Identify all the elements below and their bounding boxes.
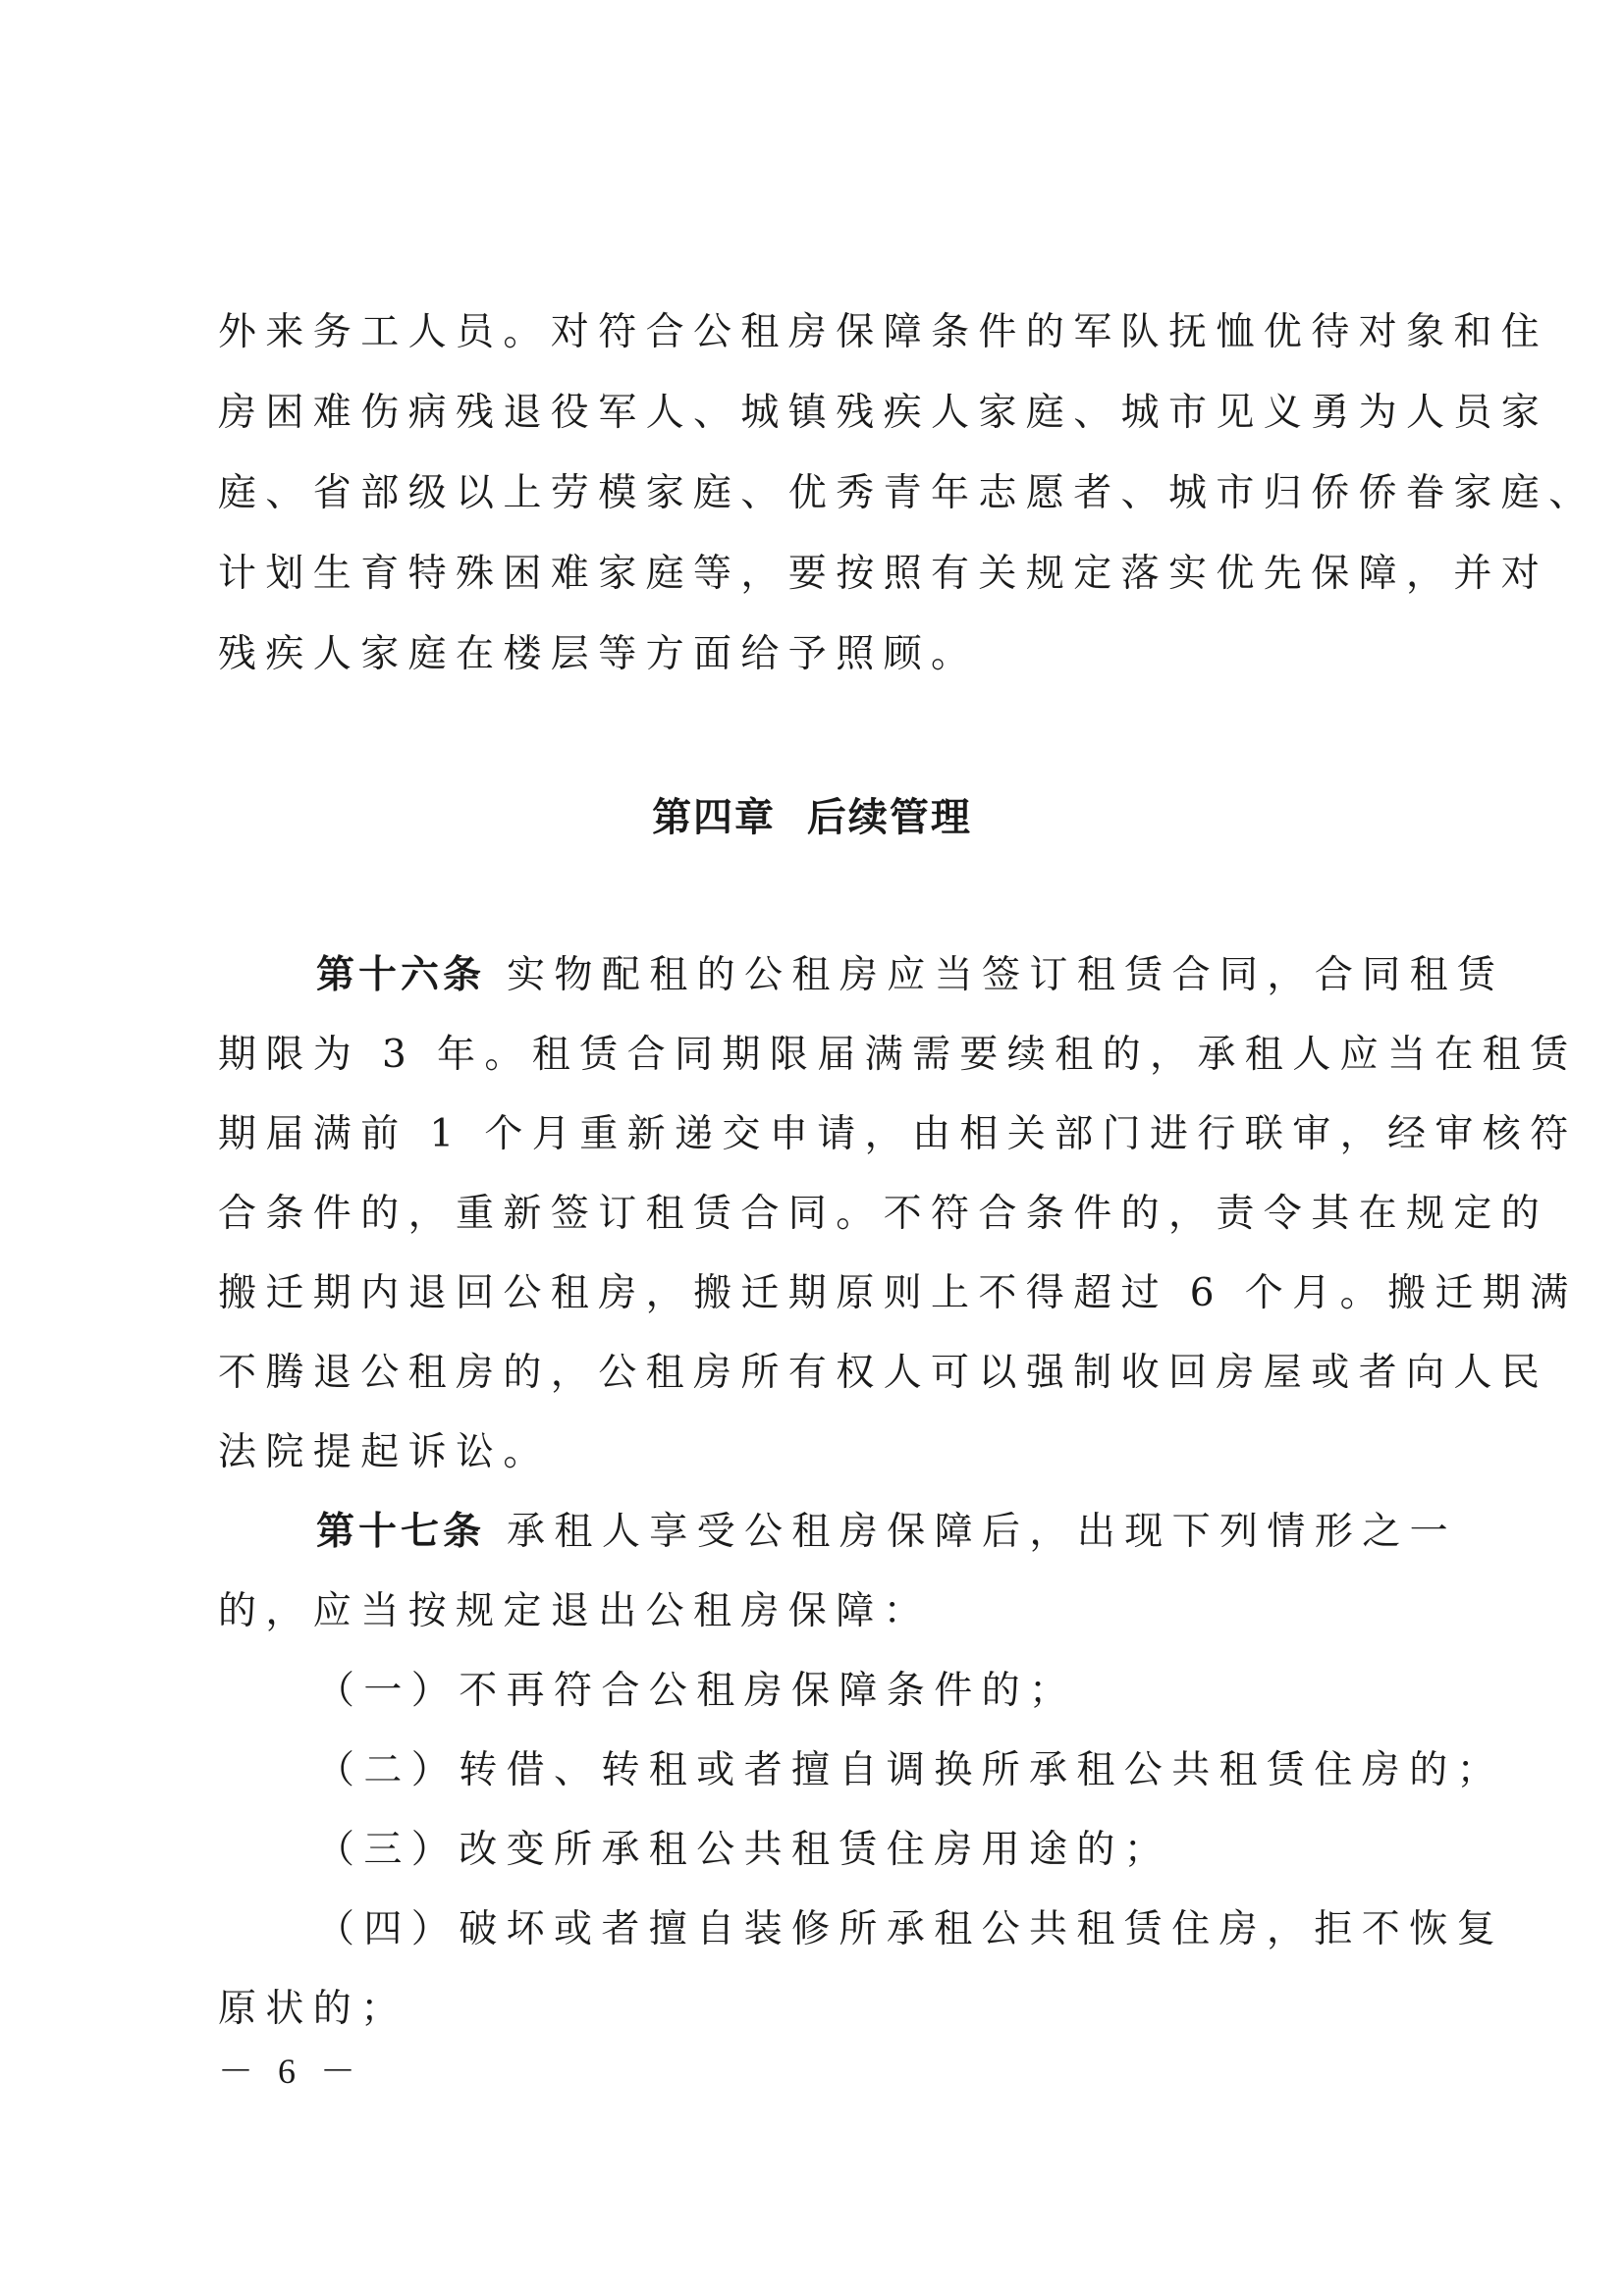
paragraph-line: 庭、省部级以上劳模家庭、优秀青年志愿者、城市归侨侨眷家庭、 xyxy=(218,471,1597,515)
article-17-text: 承租人享受公租房保障后，出现下列情形之一 xyxy=(507,1510,1458,1554)
list-item: （三）改变所承租公共租赁住房用途的； xyxy=(316,1828,1172,1872)
paragraph-line: 的，应当按规定退出公租房保障： xyxy=(218,1589,932,1633)
list-item-continuation: 原状的； xyxy=(218,1987,408,2031)
paragraph-line: 不腾退公租房的，公租房所有权人可以强制收回房屋或者向人民 xyxy=(218,1351,1549,1395)
article-16-first-line xyxy=(316,952,1505,999)
article-17-first-line xyxy=(316,1509,1458,1556)
list-item: （二）转借、转租或者擅自调换所承租公共租赁住房的； xyxy=(316,1748,1505,1792)
paragraph-line: 期届满前 1 个月重新递交申请，由相关部门进行联审，经审核符 xyxy=(218,1112,1578,1156)
paragraph-line: 合条件的，重新签订租赁合同。不符合条件的，责令其在规定的 xyxy=(218,1192,1549,1236)
paragraph-line: 期限为 3 年。租赁合同期限届满需要续租的，承租人应当在租赁 xyxy=(218,1033,1578,1077)
paragraph-line: 法院提起诉讼。 xyxy=(218,1430,551,1474)
list-item: （四）破坏或者擅自装修所承租公共租赁住房，拒不恢复 xyxy=(316,1907,1505,1951)
chapter-heading: 第四章 后续管理 xyxy=(652,795,972,840)
list-item: （一）不再符合公租房保障条件的； xyxy=(316,1669,1077,1713)
article-16-text: 实物配租的公租房应当签订租赁合同，合同租赁 xyxy=(507,953,1505,997)
page-number: － 6 － xyxy=(218,2052,364,2091)
article-17-label: 第十七条 xyxy=(316,1510,486,1554)
paragraph-line: 残疾人家庭在楼层等方面给予照顾。 xyxy=(218,632,979,676)
paragraph-line: 外来务工人员。对符合公租房保障条件的军队抚恤优待对象和住 xyxy=(218,310,1549,354)
paragraph-line: 搬迁期内退回公租房，搬迁期原则上不得超过 6 个月。搬迁期满 xyxy=(218,1271,1578,1315)
article-16-label: 第十六条 xyxy=(316,953,486,997)
paragraph-line: 房困难伤病残退役军人、城镇残疾人家庭、城市见义勇为人员家 xyxy=(218,391,1549,435)
paragraph-line: 计划生育特殊困难家庭等，要按照有关规定落实优先保障，并对 xyxy=(218,552,1549,596)
